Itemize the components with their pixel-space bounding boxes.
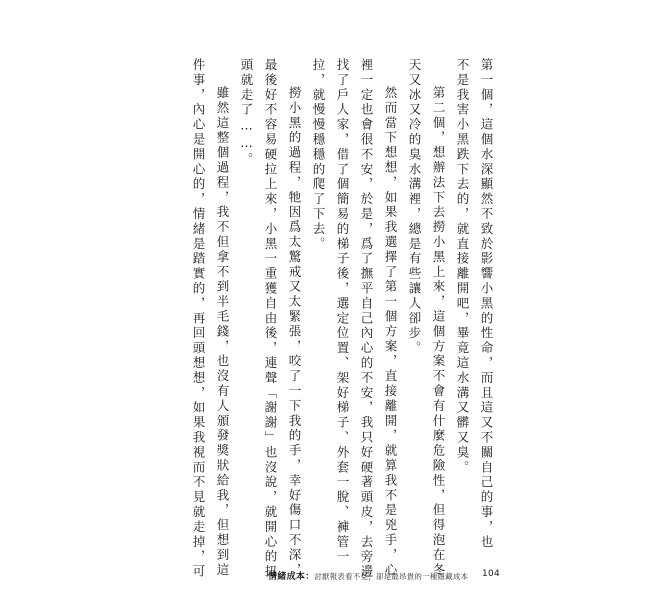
text-column: 雖然這整個過程，我不但拿不到半毛錢，也沒有人頒發獎狀給我，但想到這 bbox=[215, 86, 230, 578]
text-column: 找了戶人家，借了個簡易的梯子後，選定位置、架好梯子、外套一脫、褲管一 bbox=[335, 58, 350, 565]
text-column: 撈小黑的過程，牠因爲太驚戒又太緊張，咬了一下我的手，幸好傷口不深， bbox=[287, 86, 302, 578]
text-column: 不是我害小黑跌下去的，就直接離開吧，畢竟這水溝又髒又臭。 bbox=[455, 58, 470, 476]
page-number: 104 bbox=[482, 569, 501, 579]
text-column: 頭就走了……。 bbox=[239, 58, 254, 168]
running-footer bbox=[268, 569, 468, 583]
text-column: 第一個，這個水深顯然不致於影響小黑的性命，而且這又不關自己的事，也 bbox=[479, 58, 494, 550]
text-column: 件事，內心是開心的，情緒是踏實的，再回頭想想，如果我視而不見就走掉，可 bbox=[191, 58, 206, 580]
vertical-text-block bbox=[188, 58, 496, 580]
text-column: 然而當下想想，如果我選擇了第一個方案，直接離開，就算我不是兇手，心 bbox=[383, 86, 398, 578]
text-column: 拉，就慢慢穩穩的爬了下去。 bbox=[311, 58, 326, 252]
text-column: 天又冰又冷的臭水溝裡，總是有些讓人卻步。 bbox=[407, 58, 422, 356]
text-column: 最後好不容易硬拉上來，小黑一重獲自由後，連聲「謝謝」也沒說，就開心的扭 bbox=[263, 58, 278, 580]
book-subtitle: 討厭報表看不見，卻是最昂貴的一種隱藏成本 bbox=[314, 572, 469, 581]
text-column: 裡一定也會很不安，於是，爲了撫平自己內心的不安，我只好硬著頭皮，去旁邊 bbox=[359, 58, 374, 580]
title-separator: ： bbox=[305, 572, 315, 582]
text-column: 第二個，想辦法下去撈小黑上來，這個方案不會有什麼危險性，但得泡在冬 bbox=[431, 86, 446, 578]
book-title: 情緒成本 bbox=[268, 572, 306, 582]
